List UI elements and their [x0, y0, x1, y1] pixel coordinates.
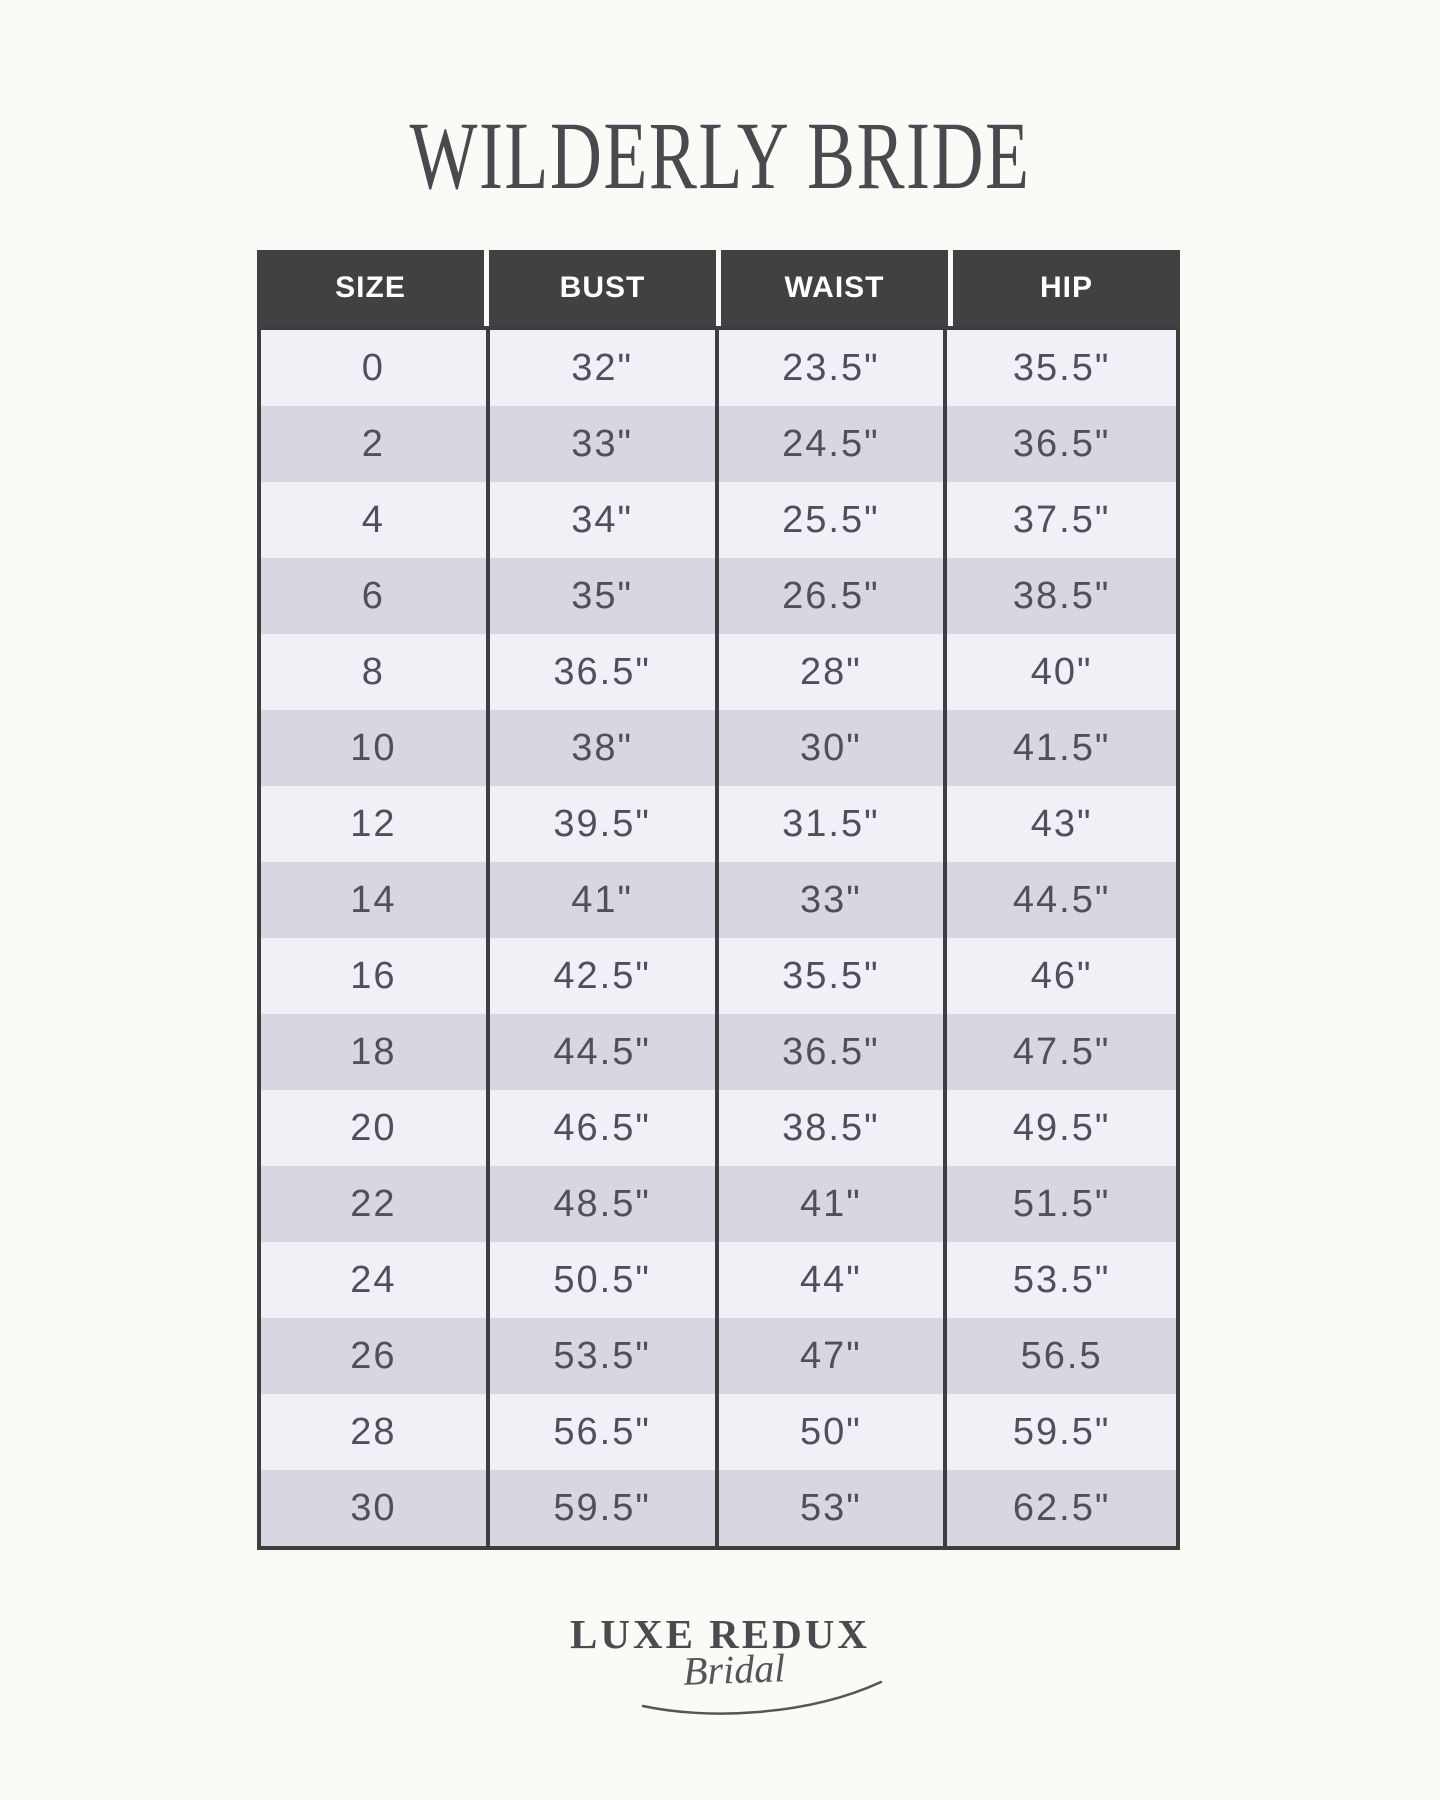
cell: 38.5" [719, 1090, 948, 1166]
cell: 0 [261, 330, 490, 406]
cell: 53.5" [490, 1318, 719, 1394]
page-title-text: WILDERLY BRIDE [409, 102, 1031, 209]
cell: 37.5" [1012, 498, 1111, 541]
table-row [261, 1242, 1176, 1318]
cell: 35.5" [1012, 346, 1111, 389]
cell: 28" [719, 634, 948, 710]
cell: 25.5" [719, 482, 948, 558]
cell: 26.5" [719, 558, 948, 634]
cell: 8 [261, 634, 490, 710]
table-row [261, 1014, 1176, 1090]
table-header-row [257, 250, 1180, 326]
cell: 36.5" [490, 634, 719, 710]
cell: 62.5" [1012, 1486, 1111, 1529]
cell: 56.5" [490, 1394, 719, 1470]
logo-text: LUXE REDUX [570, 1611, 870, 1657]
cell: 43" [1030, 802, 1093, 845]
header-cell-bust: BUST [489, 250, 716, 326]
cell: 59.5" [490, 1470, 719, 1546]
cell: 18 [261, 1014, 490, 1090]
cell: 34" [490, 482, 719, 558]
table-row [261, 330, 1176, 406]
cell: 14 [261, 862, 490, 938]
cell: 49.5" [1012, 1106, 1111, 1149]
cell: 30 [261, 1470, 490, 1546]
cell: 35.5" [719, 938, 948, 1014]
cell: 50" [719, 1394, 948, 1470]
cell: 44.5" [490, 1014, 719, 1090]
table-row [261, 710, 1176, 786]
table-row [261, 786, 1176, 862]
cell: 42.5" [490, 938, 719, 1014]
cell: 24 [261, 1242, 490, 1318]
cell: 47" [719, 1318, 948, 1394]
cell: 46.5" [490, 1090, 719, 1166]
cell: 32" [490, 330, 719, 406]
cell: 22 [261, 1166, 490, 1242]
table-row [261, 938, 1176, 1014]
table-row [261, 1090, 1176, 1166]
table-row [261, 634, 1176, 710]
table-row [261, 1318, 1176, 1394]
cell: 28 [261, 1394, 490, 1470]
cell: 33" [490, 406, 719, 482]
table-row [261, 558, 1176, 634]
size-chart-table [257, 250, 1180, 1550]
cell: 53" [719, 1470, 948, 1546]
cell: 30" [719, 710, 948, 786]
logo-script-wrap [683, 1646, 785, 1693]
cell: 20 [261, 1090, 490, 1166]
cell: 36.5" [719, 1014, 948, 1090]
cell: 38.5" [1012, 574, 1111, 617]
cell: 6 [261, 558, 490, 634]
cell: 44" [719, 1242, 948, 1318]
cell: 10 [261, 710, 490, 786]
cell: 48.5" [490, 1166, 719, 1242]
table-row [261, 1394, 1176, 1470]
cell: 47.5" [1012, 1030, 1111, 1073]
table-row [261, 406, 1176, 482]
cell: 16 [261, 938, 490, 1014]
cell: 33" [719, 862, 948, 938]
footer-logo [0, 1610, 1440, 1693]
cell: 26 [261, 1318, 490, 1394]
cell: 56.5 [1020, 1334, 1103, 1377]
cell: 41" [490, 862, 719, 938]
cell: 46" [1030, 954, 1093, 997]
cell: 12 [261, 786, 490, 862]
cell: 41" [719, 1166, 948, 1242]
cell: 44.5" [1012, 878, 1111, 921]
cell: 38" [490, 710, 719, 786]
logo-script-text: Bridal [682, 1645, 786, 1694]
cell: 41.5" [1012, 726, 1111, 769]
table-row [261, 1166, 1176, 1242]
cell: 31.5" [719, 786, 948, 862]
cell: 24.5" [719, 406, 948, 482]
header-cell-waist: WAIST [721, 250, 948, 326]
header-cell-size: SIZE [257, 250, 484, 326]
cell: 59.5" [1012, 1410, 1111, 1453]
cell: 2 [261, 406, 490, 482]
table-row [261, 1470, 1176, 1546]
table-row [261, 482, 1176, 558]
cell: 35" [490, 558, 719, 634]
cell: 50.5" [490, 1242, 719, 1318]
cell: 23.5" [719, 330, 948, 406]
table-body [257, 326, 1180, 1550]
page-title [0, 100, 1440, 211]
cell: 53.5" [1012, 1258, 1111, 1301]
cell: 40" [1030, 650, 1093, 693]
header-cell-hip: HIP [953, 250, 1180, 326]
cell: 51.5" [1012, 1182, 1111, 1225]
cell: 36.5" [1012, 422, 1111, 465]
cell: 4 [261, 482, 490, 558]
cell: 39.5" [490, 786, 719, 862]
table-row [261, 862, 1176, 938]
